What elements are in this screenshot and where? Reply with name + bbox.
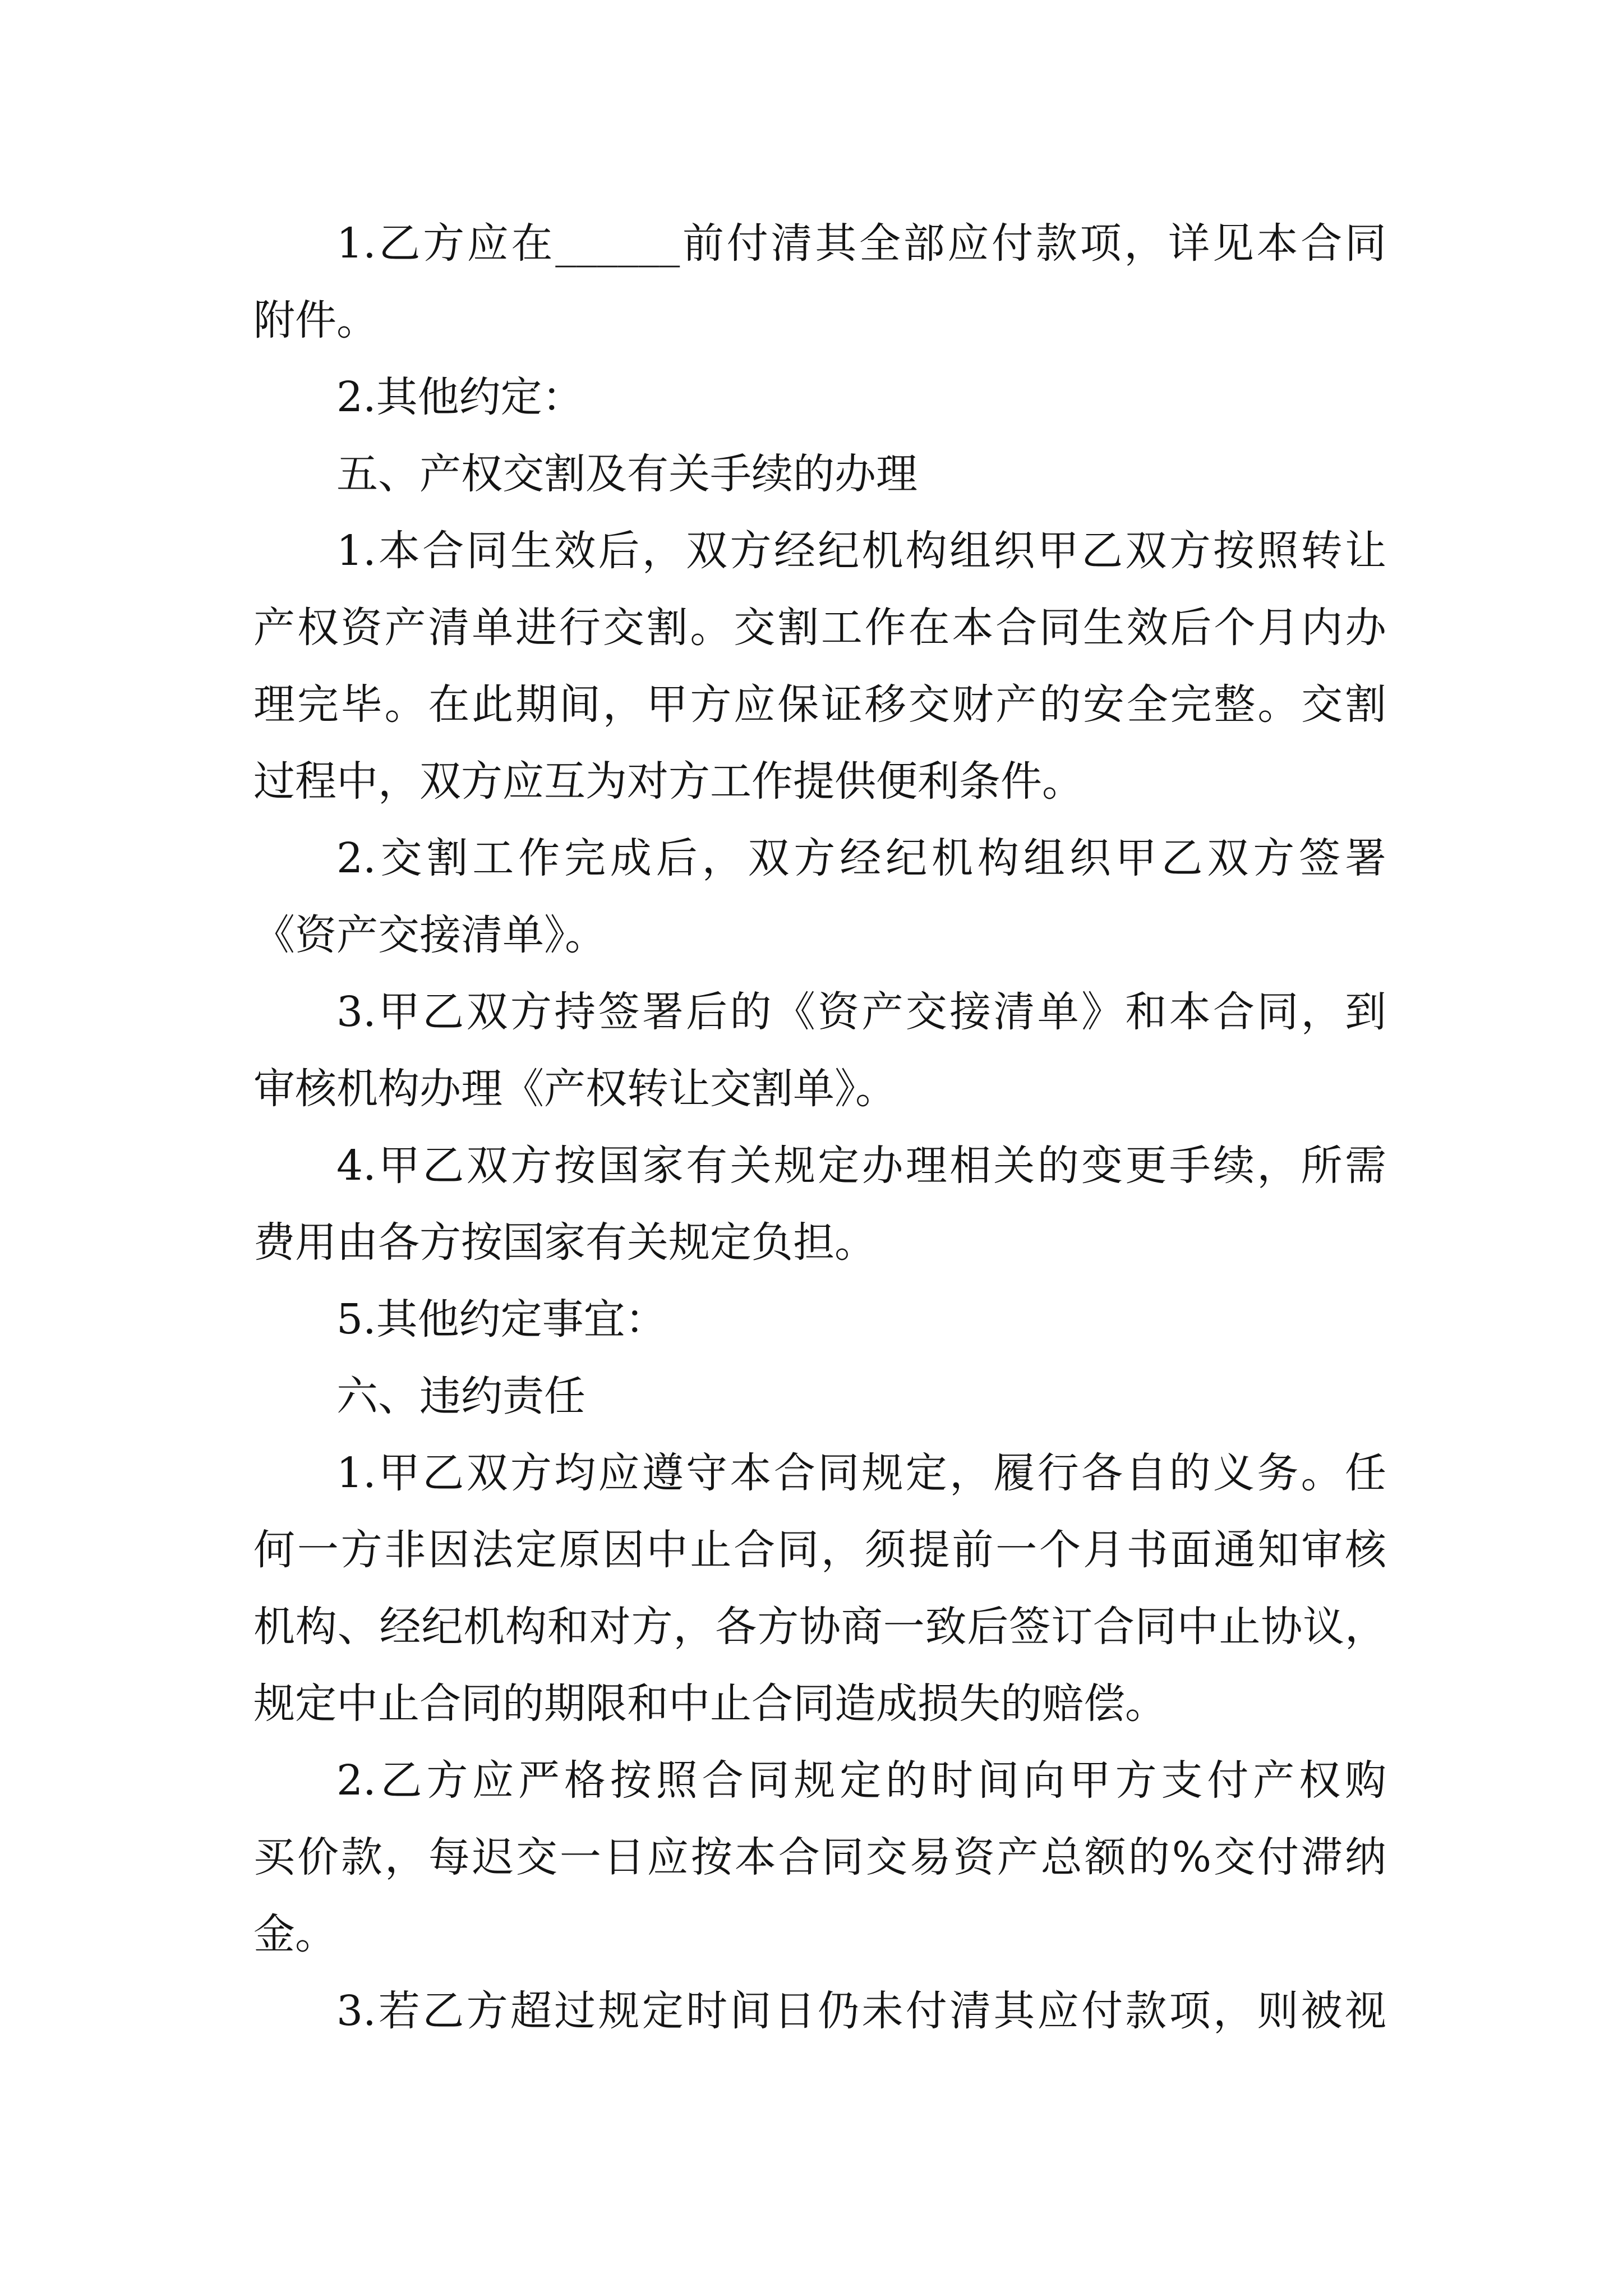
text-line: 理完毕。在此期间，甲方应保证移交财产的安全完整。交割 [253, 680, 1386, 729]
text-line: 机构、经纪机构和对方，各方协商一致后签订合同中止协议， [253, 1603, 1386, 1651]
paragraph [253, 1281, 1386, 1358]
text-line: 《资产交接清单》。 [253, 911, 606, 959]
text-line: 3.若乙方超过规定时间日仍未付清其应付款项，则被视 [336, 1987, 1386, 2035]
text-line: 3.甲乙双方持签署后的《资产交接清单》和本合同，到 [336, 988, 1386, 1036]
paragraph [253, 1742, 1386, 1973]
text-line: 规定中止合同的期限和中止合同造成损失的赔偿。 [253, 1680, 1166, 1728]
paragraph [253, 205, 1386, 359]
text-line: 费用由各方按国家有关规定负担。 [253, 1218, 876, 1267]
document-body [253, 205, 1386, 2050]
text-line: 4.甲乙双方按国家有关规定办理相关的变更手续，所需 [336, 1142, 1386, 1190]
text-line: 金。 [253, 1910, 336, 1958]
text-line: 2.交割工作完成后，双方经纪机构组织甲乙双方签署 [336, 834, 1386, 882]
text-line: 买价款，每迟交一日应按本合同交易资产总额的%交付滞纳 [253, 1833, 1386, 1881]
paragraph [253, 1128, 1386, 1281]
text-line: 五、产权交割及有关手续的办理 [336, 450, 917, 498]
paragraph [253, 1973, 1386, 2050]
text-line: 5.其他约定事宜： [336, 1295, 667, 1343]
text-line: 1.乙方应在______前付清其全部应付款项，详见本合同 [336, 219, 1386, 268]
text-line: 审核机构办理《产权转让交割单》。 [253, 1065, 897, 1113]
paragraph [253, 1435, 1386, 1742]
text-line: 六、违约责任 [336, 1372, 585, 1420]
paragraph [253, 513, 1386, 820]
text-line: 1.本合同生效后，双方经纪机构组织甲乙双方按照转让 [336, 527, 1386, 575]
paragraph [253, 1358, 1386, 1435]
text-line: 1.甲乙双方均应遵守本合同规定，履行各自的义务。任 [336, 1449, 1386, 1497]
paragraph [253, 820, 1386, 974]
text-line: 何一方非因法定原因中止合同，须提前一个月书面通知审核 [253, 1526, 1386, 1574]
paragraph [253, 436, 1386, 513]
text-line: 2.乙方应严格按照合同规定的时间向甲方支付产权购 [336, 1756, 1386, 1805]
paragraph [253, 359, 1386, 436]
text-line: 产权资产清单进行交割。交割工作在本合同生效后个月内办 [253, 604, 1386, 652]
text-line: 附件。 [253, 296, 378, 344]
paragraph [253, 974, 1386, 1128]
text-line: 过程中，双方应互为对方工作提供便利条件。 [253, 757, 1083, 806]
text-line: 2.其他约定： [336, 373, 584, 421]
